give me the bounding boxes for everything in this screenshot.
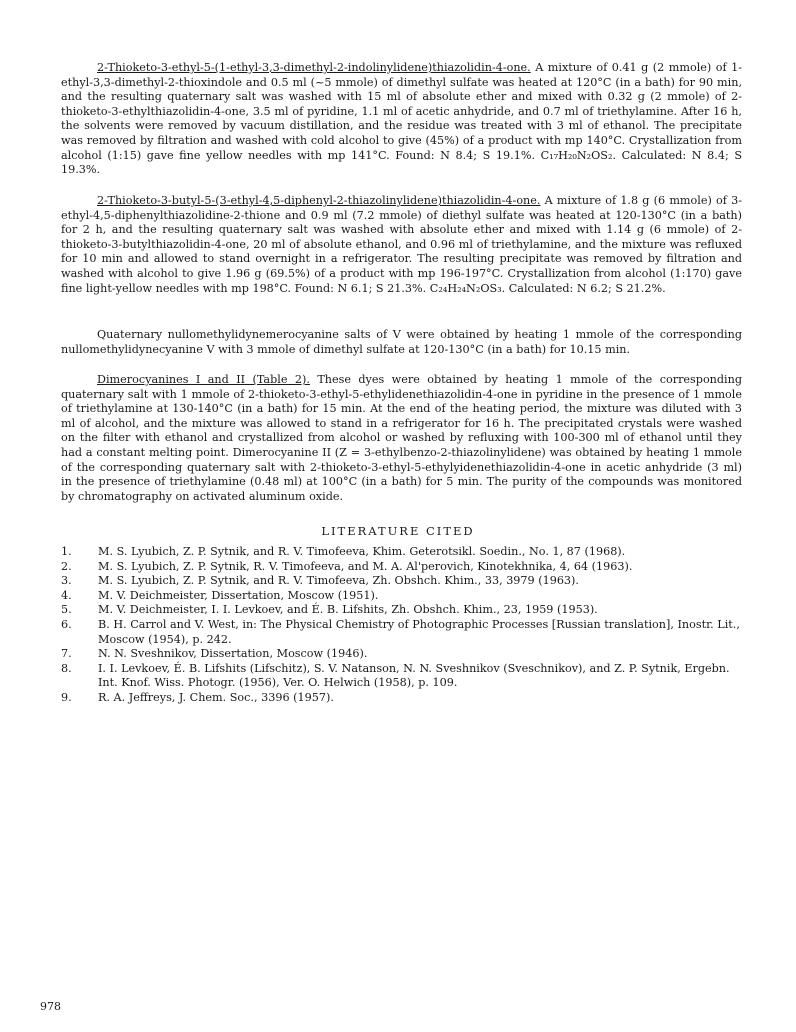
paragraph-title: 2-Thioketo-3-butyl-5-(3-ethyl-4,5-diphenyl-2-thiazolinylidene)thiazolidin-4-one. (97, 194, 541, 207)
literature-heading: LITERATURE CITED (321, 524, 475, 538)
reference-number: 5. (61, 603, 72, 617)
reference-text: N. N. Sveshnikov, Dissertation, Moscow (1946). (98, 647, 368, 661)
reference-item (61, 603, 742, 618)
reference-text: B. H. Carrol and V. West, in: The Physical Chemistry of Photographic Processes [Russian translation], Inostr. Lit., Moscow (1954), p. 242. (98, 617, 740, 646)
reference-number: 4. (61, 588, 72, 602)
paragraph-quaternary-salts (61, 328, 742, 357)
paragraph-title: 2-Thioketo-3-ethyl-5-(1-ethyl-3,3-dimethyl-2-indolinylidene)thiazolidin-4-one. (97, 61, 531, 74)
paragraph-thioketo-ethyl (61, 61, 742, 178)
reference-item (61, 691, 742, 706)
reference-text: R. A. Jeffreys, J. Chem. Soc., 3396 (1957). (98, 690, 334, 704)
reference-number: 6. (61, 617, 72, 631)
paragraph-body: A mixture of 1.8 g (6 mmole) of 3-ethyl-4,5-diphenylthiazolidine-2-thione and 0.9 ml (7.2 mmole) of diethyl sulfate was heated at 120-130°C (in a bath) for 2 h, and the resulting quaternary salt was washed with absolute ether and mixed with 1.14 g (6 mmole) of 2-thioketo-3-butylthiazolidin-4-one, 20 ml of absolute ethanol, and 0.96 ml of triethylamine, and the mixture was refluxed for 10 min and allowed to stand overnight in a refrigerator. The resulting precipitate was removed by filtration and washed with alcohol to give 1.96 g (69.5%) of a product with mp 196-197°C. Crystallization from alcohol (1:170) gave fine light-yellow needles with mp 198°C. Found: N 6.1; S 21.3%. C₂₄H₂₄N₂OS₃. Calculated: N 6.2; S 21.2%. (61, 194, 742, 295)
reference-item (61, 589, 742, 604)
reference-text: M. V. Deichmeister, Dissertation, Moscow (1951). (98, 588, 379, 602)
reference-number: 3. (61, 574, 72, 588)
reference-number: 7. (61, 647, 72, 661)
paragraph-dimerocyanines (61, 373, 742, 504)
reference-number: 1. (61, 545, 72, 558)
reference-item (61, 618, 742, 647)
reference-item (61, 545, 742, 560)
paragraph-thioketo-butyl (61, 194, 742, 296)
reference-text: M. V. Deichmeister, I. I. Levkoev, and É. B. Lifshits, Zh. Obshch. Khim., 23, 1959 (1953). (98, 603, 598, 617)
reference-item (61, 574, 742, 589)
paragraph-body: These dyes were obtained by heating 1 mmole of the corresponding quaternary salt with 1 mmole of 2-thioketo-3-ethyl-5-ethylidenethiazolidin-4-one in pyridine in the presence of 1 mmole of triethylamine at 130-140°C (in a bath) for 15 min. At the end of the heating period, the mixture was diluted with 3 ml of alcohol, and the mixture was allowed to stand in a refrigerator for 16 h. The precipitated crystals were washed on the filter with ethanol and crystallized from alcohol or washed by refluxing with 100-300 ml of ethanol until they had a constant melting point. Dimerocyanine II (Z = 3-ethylbenzo-2-thiazolinylidene) was obtained by heating 1 mmole of the corresponding quaternary salt with 2-thioketo-3-ethyl-5-ethylyidenethiazolidin-4-one in acetic anhydride (3 ml) in the presence of triethylamine (0.48 ml) at 100°C (in a bath) for 5 min. The purity of the compounds was monitored by chromatography on activated aluminum oxide. (61, 373, 742, 503)
paragraph-body: Quaternary nullomethylidynemerocyanine salts of V were obtained by heating 1 mmole of the corresponding nullomethylidynecyanine V with 3 mmole of dimethyl sulfate at 120-130°C (in a bath) for 10.15 min. (61, 328, 742, 356)
reference-text: M. S. Lyubich, Z. P. Sytnik, R. V. Timofeeva, and M. A. Al'perovich, Kinotekhnika, 4, 64 (1963). (98, 559, 633, 573)
reference-text: M. S. Lyubich, Z. P. Sytnik, and R. V. Timofeeva, Zh. Obshch. Khim., 33, 3979 (1963). (98, 574, 579, 588)
reference-item (61, 647, 742, 662)
reference-number: 9. (61, 690, 72, 704)
reference-text: M. S. Lyubich, Z. P. Sytnik, and R. V. Timofeeva, Khim. Geterotsikl. Soedin., No. 1, 87 (1968). (98, 545, 626, 558)
page-number: 978 (40, 1000, 61, 1013)
reference-number: 2. (61, 559, 72, 573)
reference-list (61, 545, 742, 706)
reference-number: 8. (61, 661, 72, 675)
paragraph-title: Dimerocyanines I and II (Table 2). (97, 373, 310, 386)
paragraph-body: A mixture of 0.41 g (2 mmole) of 1-ethyl-3,3-dimethyl-2-thioxindole and 0.5 ml (~5 mmole) of dimethyl sulfate was heated at 120°C (in a bath) for 90 min, and the resulting quaternary salt was washed with 15 ml of absolute ether and mixed with 0.32 g (2 mmole) of 2-thioketo-3-ethylthiazolidin-4-one, 3.5 ml of pyridine, 1.1 ml of acetic anhydride, and 0.7 ml of triethylamine. After 16 h, the solvents were removed by vacuum distillation, and the residue was treated with 3 ml of ethanol. The precipitate was removed by filtration and washed with cold alcohol to give (45%) of a product with mp 140°C. Crystallization from alcohol (1:15) gave fine yellow needles with mp 141°C. Found: N 8.4; S 19.1%. C₁₇H₂₀N₂OS₂. Calculated: N 8.4; S 19.3%. (61, 61, 742, 177)
reference-item (61, 560, 742, 575)
reference-text: I. I. Levkoev, É. B. Lifshits (Lifschitz), S. V. Natanson, N. N. Sveshnikov (Sveschnikov), and Z. P. Sytnik, Ergebn. Int. Knof. Wiss. Photogr. (1956), Ver. O. Helwich (1958), p. 109. (98, 661, 730, 690)
reference-item (61, 662, 742, 691)
